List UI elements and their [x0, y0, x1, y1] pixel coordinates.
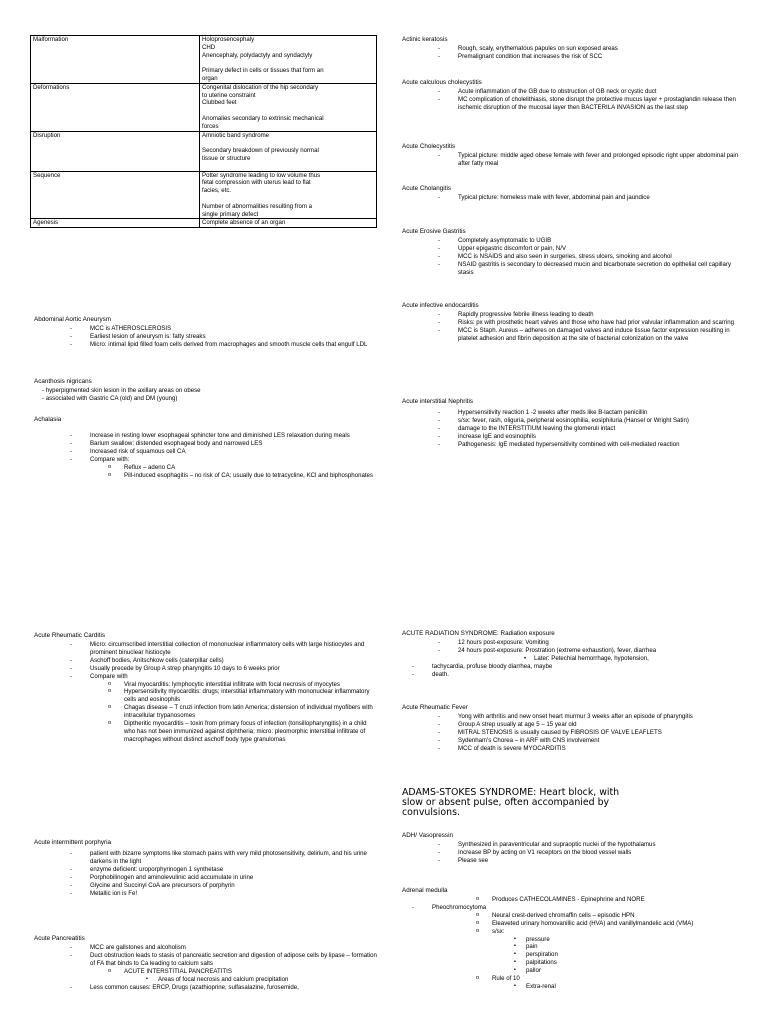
- list-item: - Typical picture: homeless male with fever, abdominal pain and jaundice: [402, 194, 742, 202]
- description-line: forces: [202, 122, 219, 130]
- list-item: o Reflux – adeno CA: [34, 464, 379, 472]
- list-item: - Earliest lesion of aneurysm is: fatty streaks: [34, 333, 379, 341]
- section-acute-pancreatitis: [34, 935, 379, 991]
- list-item: - Typical picture: middle aged obese female with fever and prolonged episodic right upper abdominal pain after fatty meal: [402, 152, 742, 168]
- list-item: • Later: Petechial hemorrhage, hypotension,: [402, 655, 742, 663]
- term-cell: Sequence: [31, 171, 200, 219]
- section-actinic-keratosis: [402, 36, 742, 61]
- section-title: Achalasia: [34, 416, 62, 423]
- section-title: Actinic keratosis: [402, 36, 448, 43]
- description-line: Congenital dislocation of the hip secondary: [202, 83, 319, 91]
- list-item: o Viral myocarditis: lymphocytic interstitial infiltrate with focal necrosis of myocytes: [34, 681, 379, 689]
- list-item: - tachycardia, profuse bloody diarrhea, maybe: [402, 663, 742, 671]
- description-line: [202, 59, 374, 67]
- description-line: organ: [202, 74, 218, 82]
- list-item: ▪ Areas of focal necrosis and calcium precipitation: [34, 976, 379, 984]
- description-line: Complete absence of an organ: [202, 219, 286, 227]
- section-title: ADH/ Vasopressin: [402, 832, 453, 839]
- section-title: Acute Cholecystitis: [402, 143, 456, 150]
- list-item: - MCC is Staph. Aureus – adheres on damaged valves and induce tissue factor expression resulting in platelet adhesion and fibrin deposition at the site of bacterial colonization on the valve: [402, 327, 742, 343]
- list-item: - Compare with: [34, 673, 379, 681]
- section-title: Acute Rheumatic Carditis: [34, 632, 106, 639]
- term-cell: Agenesis: [31, 219, 200, 228]
- list-item: - Increase BP by acting on V1 receptors on the blood vessel walls: [402, 849, 742, 857]
- list-item: - s/sx: fever, rash, oliguria, peripheral eosinophilia, eosiphiluria (Hansel or Wright Satin): [402, 417, 742, 425]
- section-aip: [34, 839, 379, 897]
- description-cell: [200, 131, 377, 171]
- description-line: facies, etc.: [202, 187, 232, 195]
- section-achalasia: [34, 416, 379, 479]
- list-item: - Micro: intimal lipid filled foam cells derived from macrophages and smooth muscle cells that engulf LDL: [34, 341, 379, 349]
- section-acute-erosive-gastritis: [402, 228, 742, 277]
- list-item: o Chagas disease – T cruzi infection from latin America; distension of individual myofibers with intracellular trypanosomes: [34, 704, 379, 720]
- section-acute-cholecystitis: [402, 143, 742, 168]
- list-item: - Compare with:: [34, 456, 379, 464]
- list-item: - MCC is NSAIDS and also seen in surgeries, stress ulcers, smoking and alcohol: [402, 253, 742, 261]
- description-line: single primary defect: [202, 210, 259, 218]
- anomaly-table: [30, 35, 377, 228]
- list-item: - Usually precede by Group A strep pharyngitis 10 days to 6 weeks prior: [34, 665, 379, 673]
- list-item: - death.: [402, 671, 742, 679]
- list-item: - Glycine and Succinyl CoA are precursors of porphyrin: [34, 882, 379, 890]
- list-item: o Diptheritic myocarditis – toxin from primary focus of infection (tonsillopharyngitis) in a child who has not been immunized against diphtheria; micro: pleomorphic interstitial infiltrate of macrophages without distinct aschoff body type granulomas: [34, 720, 379, 744]
- table-row: [31, 131, 377, 171]
- list-item: - Micro: circumscribed interstitial collection of mononuclear inflammatory cells with large histiocytes and prominent binuclear histiocyte: [34, 641, 379, 657]
- list-item: - MCC are gallstones and alcoholism: [34, 944, 379, 952]
- list-item: - MC complication of cholelithiasis, stone disrupt the protective mucus layer + prostaglandin release then ischemic disruption of the mucosal layer then BACTERILA INVASION as the last step: [402, 96, 742, 112]
- description-line: Primary defect in cells or tissues that form an: [202, 67, 324, 75]
- description-line: CHD: [202, 43, 216, 51]
- section-acute-infective-endocarditis: [402, 302, 742, 343]
- list-item: - Barium swallow: distended esophageal body and narrowed LES: [34, 440, 379, 448]
- list-item: - NSAID gastritis is secondary to decreased mucin and bicarbonate secretion do epithelial cell capillary stasis: [402, 261, 742, 277]
- list-item: - Aschoff bodies, Anitschkow cells (caterpillar cells): [34, 657, 379, 665]
- section-acanthosis: [34, 378, 379, 403]
- description-line: Secondary breakdown of previously normal: [202, 147, 319, 155]
- list-item: - MITRAL STENOSIS is usually caused by FIBROSIS OF VALVE LEAFLETS: [402, 729, 742, 737]
- table-row: [31, 36, 377, 84]
- list-item: o Hypersensitivity myocarditis: drugs; interstitial inflammatory with mononuclear inflammatory cells and eosinophils: [34, 688, 379, 704]
- description-line: Potter syndrome leading to low volume thus: [202, 171, 321, 179]
- description-line: Anomalies secondary to extrinsic mechanical: [202, 114, 324, 122]
- list-item: o Eleaveted urinary homovanillic acid (HVA) and vanillylmandelic acid (VMA): [402, 920, 742, 928]
- description-line: Anencephaly, polydactyly and syndactyly: [202, 51, 313, 59]
- list-item: - MCC of death is severe MYOCARDITIS: [402, 745, 742, 753]
- description-line: [202, 139, 374, 147]
- section-title: Acute infective endocarditis: [402, 302, 479, 309]
- description-cell: [200, 219, 377, 228]
- list-item: o ACUTE INTERSTITIAL PANCREATITIS: [34, 968, 379, 976]
- list-item: - MCC is ATHEROSCLEROSIS: [34, 325, 379, 333]
- list-item: - Increase in resting lower esophageal sphincter tone and diminished LES relaxation during meals: [34, 432, 379, 440]
- list-item: ▪ pallor: [402, 967, 742, 975]
- section-acute-radiation-syndrome: [402, 630, 742, 679]
- list-item: - hyperpigmented skin lesion in the axillary areas on obese: [42, 387, 201, 394]
- list-item: - Upper epigastric discomfort or pain, N/V: [402, 245, 742, 253]
- section-title: Acanthosis nigricans: [34, 378, 92, 385]
- list-item: - Pheochromocytoma: [402, 904, 742, 912]
- section-adrenal-medulla: [402, 887, 742, 991]
- list-item: - Risks: px with prosthetic heart valves and those who have had prior valvular inflammation and scarring: [402, 319, 742, 327]
- list-item: o Neural crest-derived chromaffin cells – episodic HPN: [402, 912, 742, 920]
- term-cell: Deformations: [31, 83, 200, 131]
- section-acute-calculous-cholecystitis: [402, 79, 742, 112]
- section-title: Abdominal Aortic Aneurysm: [34, 316, 111, 323]
- list-item: - Please see: [402, 857, 742, 865]
- description-line: to uterine constraint: [202, 91, 256, 99]
- list-item: - Pathogenesis: IgE mediated hypersensitivity combined with cell-mediated reaction: [402, 441, 742, 449]
- description-line: Holoprosencephaly: [202, 36, 255, 43]
- list-item: o Produces CATHECOLAMINES - Epinephrine and NORE: [402, 896, 742, 904]
- list-item: - increase IgE and eosinophils: [402, 433, 742, 441]
- section-aaa: [34, 316, 379, 349]
- description-cell: [200, 171, 377, 219]
- section-acute-rheumatic-carditis: [34, 632, 379, 744]
- section-acute-interstitial-nephritis: [402, 398, 742, 449]
- list-item: ▪ pressure: [402, 936, 742, 944]
- list-item: - Increased risk of squamous cell CA: [34, 448, 379, 456]
- adams-stokes-text: ADAMS-STOKES SYNDROME: Heart block, with slow or absent pulse, often accompanied by convulsions.: [402, 787, 620, 818]
- list-item: - Acute inflammation of the GB due to obstruction of GB neck or cystic duct: [402, 88, 742, 96]
- section-title: Acute calculous cholecystitis: [402, 79, 482, 86]
- description-line: tissue or structure: [202, 154, 251, 162]
- description-line: Clubbed feet: [202, 99, 237, 107]
- list-item: - Porphobilinogen and aminolevulinic acid accumulate in urine: [34, 874, 379, 882]
- section-title: Acute Pancreatitis: [34, 935, 85, 942]
- list-item: - Rapidly progressive febrile illness leading to death: [402, 311, 742, 319]
- list-item: - Hypersensitivity reaction 1 -2 weeks after meds like B-lactam penicillin: [402, 409, 742, 417]
- list-item: - Premalignant condition that increases the risk of SCC: [402, 53, 742, 61]
- list-item: - Group A strep usually at age 5 – 15 year old: [402, 721, 742, 729]
- list-item: - damage to the INTERSTITIUM leaving the glomeruli intact: [402, 425, 742, 433]
- list-item: ▪ Extra-renal: [402, 983, 742, 991]
- list-item: o s/sx:: [402, 928, 742, 936]
- list-item: - enzyme deficient: uroporphyrinogen 1 synthetase: [34, 866, 379, 874]
- list-item: - patient with bizarre symptoms like stomach pains with very mild photosensitivity, delirium, and his urine darkens in the light: [34, 850, 379, 866]
- section-title: Adrenal medulla: [402, 887, 448, 894]
- list-item: - 24 hours post-exposure: Prostration (extreme exhaustion), fever, diarrhea: [402, 647, 742, 655]
- list-item: - Synthesized in paraventricular and supraoptic nuclei of the hypothalamus: [402, 841, 742, 849]
- list-item: - Rough, scaly, erythematous papules on sun exposed areas: [402, 45, 742, 53]
- list-item: - Completely asymptomatic to UGIB: [402, 237, 742, 245]
- description-line: Number of abnormalities resulting from a: [202, 202, 313, 210]
- section-title: ACUTE RADIATION SYNDROME: Radiation exposure: [402, 630, 555, 637]
- list-item: ▪ pain: [402, 943, 742, 951]
- description-line: [202, 107, 374, 115]
- term-cell: Disruption: [31, 131, 200, 171]
- description-line: [202, 163, 374, 171]
- list-item: - Yong with arthritis and new onset heart murmur 3 weeks after an episode of pharyngitis: [402, 713, 742, 721]
- list-item: ▪ perspiration: [402, 951, 742, 959]
- list-item: - Sydenham's Chorea – in ARF with CNS involvement: [402, 737, 742, 745]
- section-title: Acute intermittent porphyria: [34, 839, 111, 846]
- section-adh: [402, 832, 742, 865]
- list-item: - Metallic ion is Fe!: [34, 890, 379, 898]
- section-title: Acute Erosive Gastritis: [402, 228, 466, 235]
- list-item: - associated with Gastric CA (old) and DM (young): [42, 394, 178, 402]
- table-row: [31, 171, 377, 219]
- section-title: Acute Cholangitis: [402, 185, 452, 192]
- section-title: Acute Rheumatic Fever: [402, 704, 468, 711]
- table-row: [31, 83, 377, 131]
- description-line: fetal compression with uterus lead to flat: [202, 179, 311, 187]
- description-cell: [200, 83, 377, 131]
- section-acute-rheumatic-fever: [402, 704, 742, 753]
- description-line: [202, 195, 374, 203]
- list-item: - 12 hours post-exposure: Vomiting: [402, 639, 742, 647]
- description-line: Amniotic band syndrome: [202, 131, 270, 139]
- table-row: [31, 219, 377, 228]
- section-title: Acute interstitial Nephritis: [402, 398, 474, 405]
- list-item: - Less common causes: ERCP, Drugs (azathioprine, sulfasalazine, furosemide,: [34, 984, 379, 992]
- list-item: ▪ palpitations: [402, 959, 742, 967]
- list-item: o Rule of 10: [402, 975, 742, 983]
- list-item: - Duct obstruction leads to stasis of pancreatic secretion and digestion of adipose cells by lipase – formation of FA that binds to Ca leading to calcium salts: [34, 952, 379, 968]
- term-cell: Malformation: [31, 36, 200, 84]
- description-cell: [200, 36, 377, 84]
- list-item: o Pill-induced esophagitis – no risk of CA; usually due to tetracycline, KCl and biphosphonates: [34, 472, 379, 480]
- section-acute-cholangitis: [402, 185, 742, 202]
